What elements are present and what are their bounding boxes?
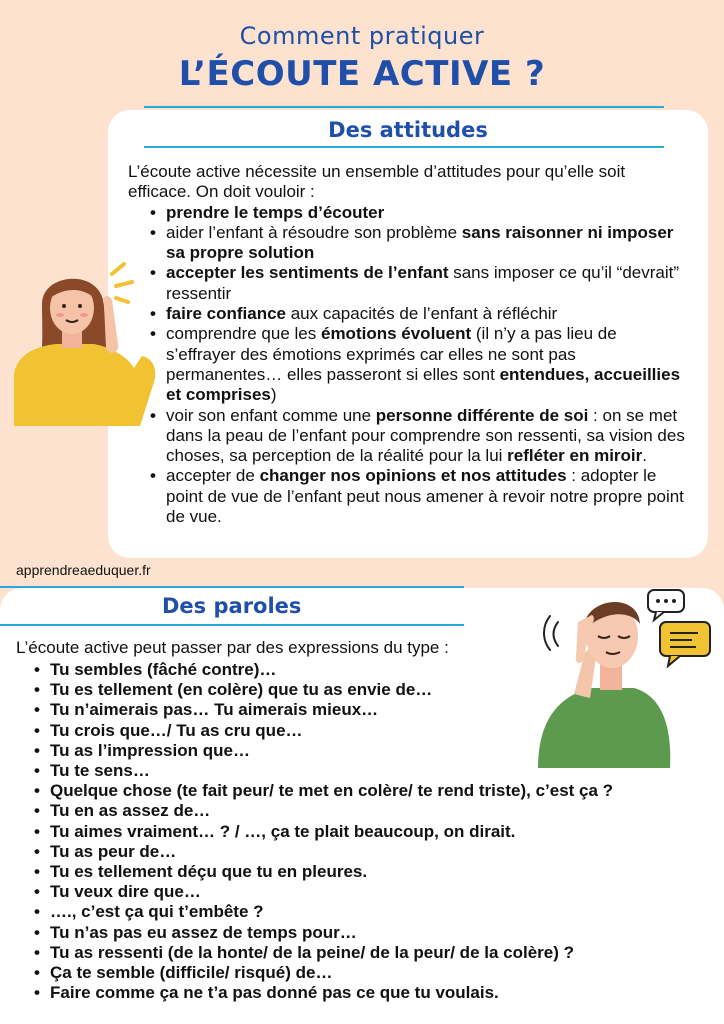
attitude-item-text: aux capacités de l’enfant à réfléchir: [286, 304, 558, 324]
message-bubble-icon: [660, 622, 710, 666]
sound-waves-icon: [544, 616, 558, 650]
parole-item: • Tu es tellement déçu que tu en pleures.: [34, 862, 714, 882]
parole-item: • Tu as l’impression que…: [34, 741, 714, 761]
parole-item: • …., c’est ça qui t’embête ?: [34, 902, 714, 922]
attitude-item-text: .: [642, 446, 647, 466]
attitude-item-text: comprendre que les: [166, 324, 321, 344]
attitude-item-bold: entendues, accueillies et comprises: [166, 364, 681, 405]
paroles-top-line: [0, 586, 464, 588]
parole-item: • Tu veux dire que…: [34, 882, 714, 902]
attitude-item-bold: personne différente de soi: [375, 405, 589, 425]
attitude-item: [148, 304, 688, 324]
parole-item: • Ça te semble (difficile/ risqué) de…: [34, 963, 714, 983]
parole-item: • Tu n’aimerais pas… Tu aimerais mieux…: [34, 700, 714, 720]
attitude-item-bold: accepter les sentiments de l’enfant: [166, 263, 449, 283]
paroles-title: Des paroles: [162, 594, 302, 618]
attitude-item-bold: faire confiance: [166, 304, 286, 324]
parole-item: • Tu n’as pas eu assez de temps pour…: [34, 923, 714, 943]
attitude-item-text: : adopter le point de vue de l’enfant peut nous amener à revoir notre propre point de vue.: [166, 466, 684, 527]
parole-item: • Tu as peur de…: [34, 842, 714, 862]
attitude-item-text: sans imposer ce qu’il “devrait” ressentir: [166, 263, 680, 303]
attitude-item-bold: prendre le temps d’écouter: [166, 202, 385, 222]
attitude-item: [148, 324, 688, 405]
attitude-item-text: ): [270, 385, 277, 405]
parole-item: • Tu en as assez de…: [34, 801, 714, 821]
attitudes-text: [128, 162, 688, 527]
attitudes-list: [128, 203, 688, 528]
page-subtitle: Comment pratiquer: [239, 22, 485, 50]
parole-item: • Tu as ressenti (de la honte/ de la peine/ de la peur/ de la colère) ?: [34, 943, 714, 963]
paroles-bottom-line: [0, 624, 464, 626]
attitude-item-text: : on se met dans la peau de l’enfant pour comprendre son ressenti, sa vision des choses, sa perception de la réalité pour la lui: [166, 405, 685, 466]
site-url[interactable]: apprendreaeduquer.fr: [16, 562, 151, 578]
parole-item: • Faire comme ça ne t’a pas donné pas ce que tu voulais.: [34, 983, 714, 1003]
parole-item: • Quelque chose (te fait peur/ te met en colère/ te rend triste), c’est ça ?: [34, 781, 714, 801]
attitude-item: [148, 223, 688, 264]
sound-waves-icon: [112, 264, 132, 302]
attitude-item-text: voir son enfant comme une: [166, 405, 376, 425]
speech-bubble-icon: [648, 590, 684, 620]
parole-item: • Tu crois que…/ Tu as cru que…: [34, 721, 714, 741]
attitudes-bottom-line: [144, 146, 664, 148]
page-title: L’ÉCOUTE ACTIVE ?: [178, 54, 546, 94]
parole-item: • Tu te sens…: [34, 761, 714, 781]
attitude-item: [148, 203, 688, 223]
attitudes-top-line: [144, 106, 664, 108]
woman-listening-illustration: [8, 258, 160, 426]
attitude-item-text: aider l’enfant à résoudre son problème: [166, 222, 462, 242]
man-listening-illustration: [534, 586, 720, 768]
parole-item: • Tu es tellement (en colère) que tu as envie de…: [34, 680, 714, 700]
attitude-item-text: accepter de: [166, 466, 260, 486]
attitude-item-text: (il n’y a pas lieu de s’effrayer des émotions exprimés car elles ne sont pas permanentes… elles passeront si elles sont: [166, 324, 617, 384]
attitudes-intro: L’écoute active nécessite un ensemble d’attitudes pour qu’elle soit efficace. On doit vouloir :: [128, 162, 626, 202]
attitudes-title: Des attitudes: [328, 118, 488, 142]
attitude-item-bold: changer nos opinions et nos attitudes: [259, 466, 567, 486]
paroles-intro: L’écoute active peut passer par des expressions du type :: [16, 638, 449, 657]
attitude-item: [148, 466, 688, 527]
attitude-item-bold: sans raisonner ni imposer sa propre solution: [166, 222, 674, 263]
attitude-item-bold: émotions évoluent: [320, 324, 472, 344]
attitude-item-bold: refléter en miroir: [507, 446, 643, 466]
attitude-item: [148, 406, 688, 467]
parole-item: • Tu aimes vraiment… ? / …, ça te plait beaucoup, on dirait.: [34, 822, 714, 842]
attitude-item: [148, 263, 688, 304]
parole-item: • Tu sembles (fâché contre)…: [34, 660, 714, 680]
